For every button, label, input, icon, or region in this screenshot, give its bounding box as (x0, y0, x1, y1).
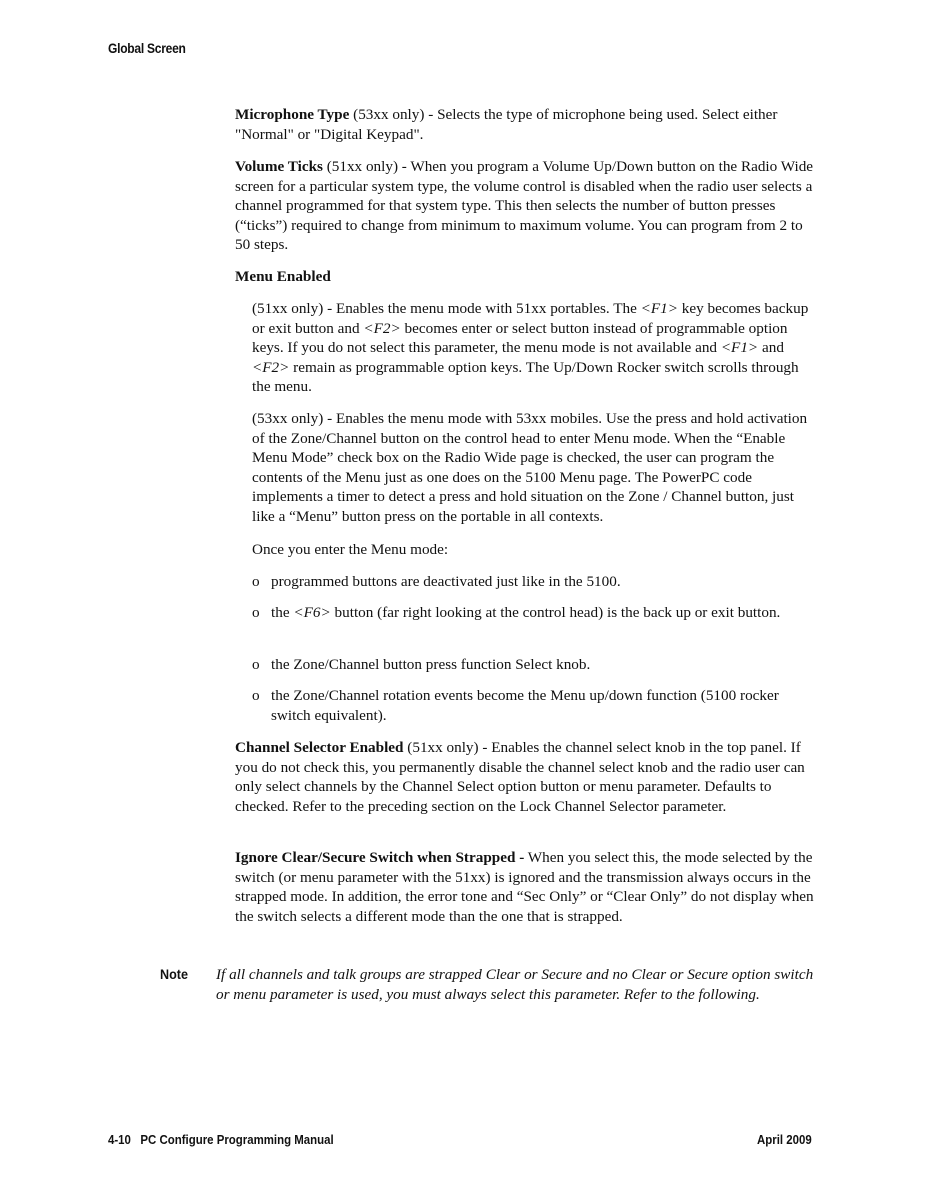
term-channel-selector: Channel Selector Enabled (235, 739, 404, 756)
bullet-text (271, 603, 820, 623)
bullet-text: programmed buttons are deactivated just like in the 5100. (271, 573, 621, 590)
menu-51xx-text-d: and (758, 339, 784, 357)
channel-selector-paragraph (235, 738, 820, 816)
menu-51xx-text-e: remain as programmable option keys. The Up/Down Rocker switch scrolls through the menu. (252, 358, 799, 396)
list-item (252, 572, 820, 592)
term-microphone-type: Microphone Type (235, 106, 350, 123)
term-ignore-switch: Ignore Clear/Secure Switch when Strapped - (235, 849, 525, 866)
menu-51xx-text-a: (51xx only) - Enables the menu mode with 51xx portables. The (252, 300, 641, 317)
menu-51xx-text-c: becomes enter or select button instead of programmable option keys. If you do not select this parameter, the menu mode is not available and (252, 319, 788, 357)
bullet-text-a: the (271, 604, 294, 621)
menu-mode-intro: Once you enter the Menu mode: (252, 541, 449, 558)
list-item (252, 686, 820, 725)
ignore-switch-text: When you select this, the mode selected by the switch (or menu parameter with the 51xx) is ignored and the transmission always occurs in the strapped mode. In addition, the error tone and “Sec Only” or “Clear Only” do not display when the switch selects a different mode than the one that is strapped. (235, 849, 814, 925)
channel-selector-text: (51xx only) - Enables the channel select knob in the top panel. If you do not check this, you permanently disable the channel select knob and the radio user can only select channels by the Channel Select option button or menu parameter. Defaults to checked. Refer to the preceding section on the Lock Channel Selector parameter. (235, 739, 805, 815)
bullet-text-b: button (far right looking at the control head) is the back up or exit button. (330, 604, 781, 621)
microphone-type-paragraph (235, 105, 820, 144)
bullet-marker: o (252, 604, 260, 621)
ignore-switch-paragraph (235, 848, 820, 926)
menu-51xx-text-b: key becomes backup or exit button and (252, 300, 809, 337)
running-header: Global Screen (108, 40, 186, 56)
key-f2: <F2> (363, 319, 401, 337)
volume-ticks-text: (51xx only) - When you program a Volume Up/Down button on the Radio Wide screen for a particular system type, the volume control is disabled when the radio user selects a channel programmed for that system type. This then selects the number of button presses (“ticks”) required to change from minimum to maximum volume. You can program from 2 to 50 steps. (235, 158, 814, 254)
key-f1: <F1> (640, 300, 678, 317)
menu-51xx-paragraph (252, 299, 820, 397)
list-item (252, 655, 820, 675)
term-volume-ticks: Volume Ticks (235, 158, 323, 175)
footer-date: April 2009 (757, 1132, 812, 1147)
bullet-text: the Zone/Channel rotation events become the Menu up/down function (5100 rocker switch equivalent). (271, 687, 779, 724)
volume-ticks-paragraph (235, 157, 820, 255)
note-label: Note (160, 966, 189, 982)
key-f1-second: <F1> (720, 339, 759, 357)
menu-enabled-heading: Menu Enabled (235, 268, 331, 285)
bullet-marker: o (252, 656, 260, 673)
bullet-marker: o (252, 573, 260, 590)
menu-53xx-paragraph: (53xx only) - Enables the menu mode with 53xx mobiles. Use the press and hold activation of the Zone/Channel button on the control head to enter Menu mode. When the “Enable Menu Mode” check box on the Radio Wide page is checked, the user can program the contents of the Menu just as one does on the 5100 Menu page. The PowerPC code implements a timer to detect a press and hold situation on the Zone / Channel button, just like a “Menu” button press on the portable in all contexts. (252, 410, 808, 525)
note-text: If all channels and talk groups are strapped Clear or Secure and no Clear or Secure option switch or menu parameter is used, you must always select this parameter. Refer to the following. (216, 966, 814, 1003)
key-f6: <F6> (293, 604, 331, 621)
list-item (252, 603, 820, 623)
key-f2-second: <F2> (252, 358, 290, 376)
footer-page-title: 4-10 PC Configure Programming Manual (108, 1132, 334, 1147)
bullet-marker: o (252, 687, 260, 704)
microphone-type-text: (53xx only) - Selects the type of microphone being used. Select either "Normal" or "Digital Keypad". (235, 106, 778, 143)
bullet-text: the Zone/Channel button press function Select knob. (271, 656, 591, 673)
